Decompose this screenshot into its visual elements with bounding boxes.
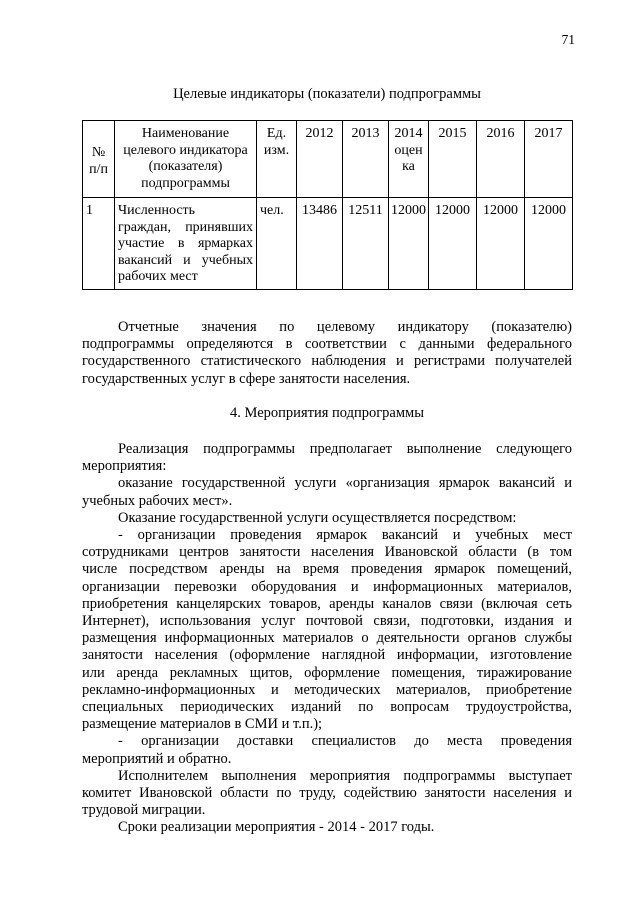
unit-cell: чел. bbox=[257, 198, 297, 290]
paragraph-line: оказание государственной услуги «организация ярмарок вакансий и bbox=[118, 475, 572, 492]
paragraph-line: Интернет), использования услуг почтовой связи, подготовки, издания и bbox=[82, 613, 572, 630]
paragraph-line: или аренда рекламных щитов, оформление помещения, тиражирование bbox=[82, 664, 572, 681]
indicator-name-line: участие в ярмарках bbox=[118, 236, 253, 251]
header-unit-line: изм. bbox=[263, 142, 290, 158]
paragraph-line: комитет Ивановской области по труду, содействию занятости населения и bbox=[82, 785, 572, 802]
table-row bbox=[83, 198, 573, 290]
table-caption: Целевые индикаторы (показатели) подпрограммы bbox=[173, 86, 481, 102]
paragraph-line: Реализация подпрограммы предполагает выполнение следующего bbox=[118, 441, 572, 457]
paragraph-line: Исполнителем выполнения мероприятия подпрограммы выступает bbox=[118, 767, 572, 784]
paragraph-line: Сроки реализации мероприятия - 2014 - 2017 годы. bbox=[118, 819, 435, 836]
row-number: 1 bbox=[83, 198, 115, 290]
paragraph-line: Оказание государственной услуги осуществляется посредством: bbox=[118, 509, 517, 526]
paragraph-line: учебных рабочих мест». bbox=[82, 492, 233, 509]
indicator-name-line: рабочих мест bbox=[118, 269, 198, 284]
header-name-line: целевого индикатора bbox=[123, 142, 248, 158]
header-year-2013: 2013 bbox=[343, 121, 389, 198]
indicators-table bbox=[82, 120, 573, 290]
header-year-2014-line: оцен bbox=[394, 142, 423, 158]
header-number bbox=[83, 121, 115, 198]
header-year-2015: 2015 bbox=[429, 121, 477, 198]
header-year-2017: 2017 bbox=[525, 121, 573, 198]
paragraph-line: рекламно-информационных и методических материалов, приобретение bbox=[82, 681, 572, 698]
header-year-2012: 2012 bbox=[297, 121, 343, 198]
header-unit-line: Ед. bbox=[266, 126, 287, 141]
paragraph-line: - организации проведения ярмарок вакансий и учебных мест bbox=[118, 527, 572, 544]
paragraph-line: подпрограммы определяются в соответствии с данными федерального bbox=[82, 336, 572, 353]
header-number-line: № bbox=[91, 145, 106, 160]
paragraph-line: размещение материалов в СМИ и т.п.); bbox=[82, 716, 323, 733]
paragraph-reporting bbox=[82, 319, 572, 388]
paragraph-line: занятости населения (оформление наглядной информации, изготовление bbox=[82, 647, 572, 664]
paragraph-line: мероприятий и обратно. bbox=[82, 750, 232, 767]
paragraph-line: организации перевозки оборудования и информационных материалов, bbox=[82, 578, 572, 595]
value-2017: 12000 bbox=[525, 198, 573, 290]
page-number: 71 bbox=[561, 32, 575, 47]
paragraph-line: мероприятия: bbox=[82, 458, 167, 475]
header-name bbox=[115, 121, 257, 198]
header-name-line: Наименование bbox=[141, 126, 230, 141]
header-name-line: подпрограммы bbox=[141, 175, 230, 191]
value-2014: 12000 bbox=[389, 198, 429, 290]
paragraph-line: - организации доставки специалистов до места проведения bbox=[118, 733, 572, 750]
header-year-2014-line: 2014 bbox=[394, 126, 423, 141]
value-2016: 12000 bbox=[477, 198, 525, 290]
header-year-2014-line: ка bbox=[402, 159, 415, 174]
header-year-2016: 2016 bbox=[477, 121, 525, 198]
header-year-2014 bbox=[389, 121, 429, 198]
paragraph-line: сотрудниками центров занятости населения Ивановской области (в том bbox=[82, 544, 572, 561]
header-name-line: (показателя) bbox=[148, 159, 223, 174]
paragraph-line: трудовой миграции. bbox=[82, 802, 206, 819]
paragraph-line: специальных периодических изданий по вопросам трудоустройства, bbox=[82, 699, 572, 716]
paragraph-implementation bbox=[82, 441, 572, 837]
value-2013: 12511 bbox=[343, 198, 389, 290]
paragraph-line: государственного статистического наблюдения и регистрами получателей bbox=[82, 353, 572, 370]
paragraph-line: размещения информационных материалов о деятельности органов службы bbox=[82, 630, 572, 647]
value-2015: 12000 bbox=[429, 198, 477, 290]
indicator-name-line: Численность bbox=[118, 203, 196, 218]
header-unit bbox=[257, 121, 297, 198]
table-header-row bbox=[83, 121, 573, 198]
value-2012: 13486 bbox=[297, 198, 343, 290]
paragraph-line: государственных услуг в сфере занятости населения. bbox=[82, 370, 411, 387]
header-number-line: п/п bbox=[89, 161, 108, 177]
paragraph-line: Отчетные значения по целевому индикатору (показателю) bbox=[118, 319, 572, 335]
paragraph-line: приобретения канцелярских товаров, аренды каналов связи (включая сеть bbox=[82, 595, 572, 612]
paragraph-line: числе посредством аренды на время проведения ярмарок помещений, bbox=[82, 561, 572, 578]
indicator-name bbox=[115, 198, 257, 290]
section-heading: 4. Мероприятия подпрограммы bbox=[230, 405, 424, 421]
indicator-name-line: вакансий и учебных bbox=[118, 252, 253, 268]
indicator-name-line: граждан, принявших bbox=[118, 219, 253, 235]
